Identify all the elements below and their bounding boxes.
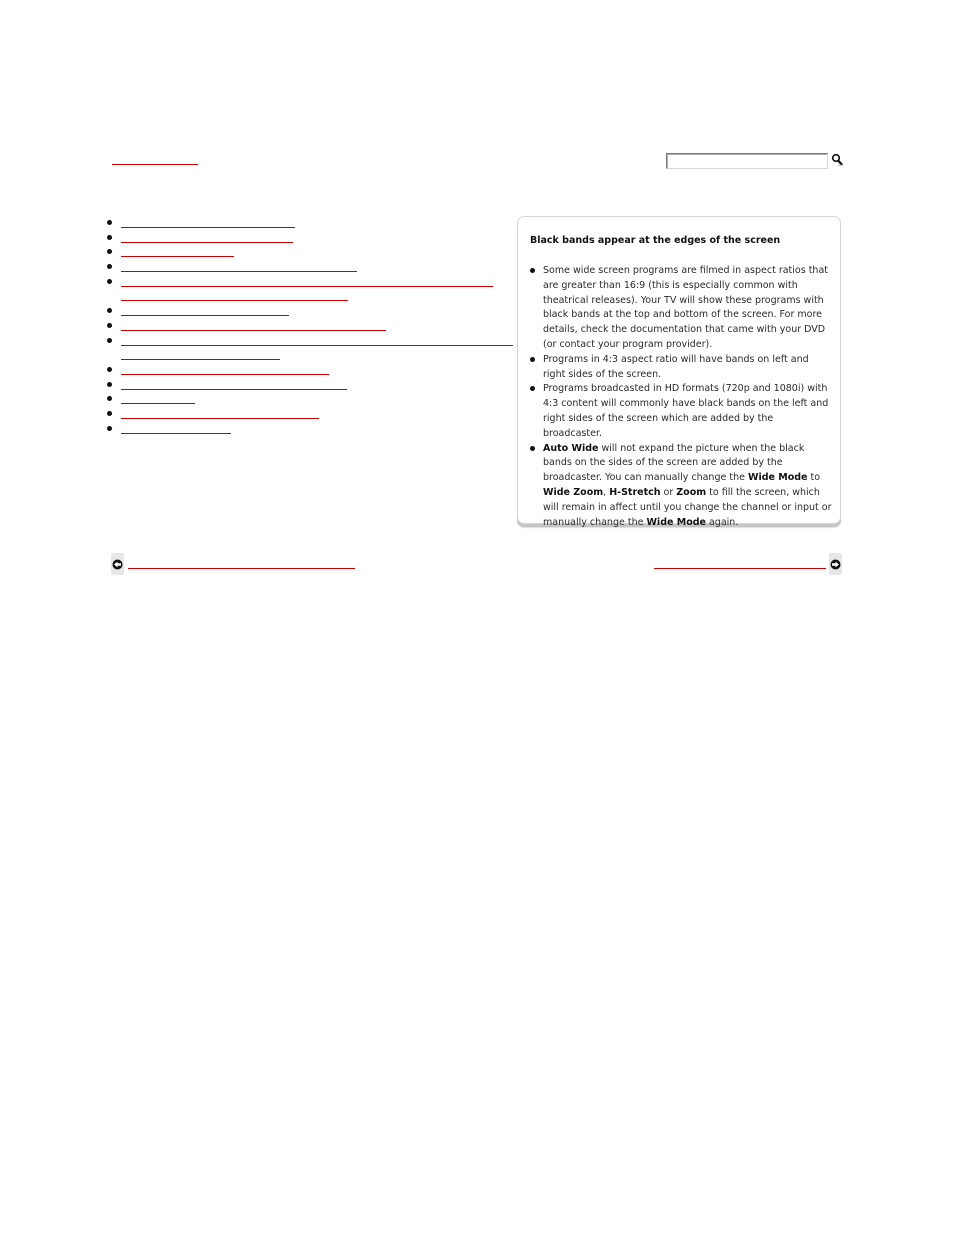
bullet-icon xyxy=(107,279,112,284)
info-panel xyxy=(517,216,841,528)
panel-text: Some wide screen programs are filmed in aspect ratios that are greater than 16:9 (this is especially common with theatrical releases). Your TV will show these programs with black bands at the top and bottom of the screen. For more details, check the documentation that came with your DVD (or contact your program provider). xyxy=(543,265,828,350)
topic-list-item xyxy=(106,275,526,304)
topic-link[interactable] xyxy=(121,260,357,272)
topic-link[interactable] xyxy=(121,407,319,419)
topic-list-item xyxy=(106,319,526,334)
topic-link[interactable] xyxy=(121,363,329,375)
panel-list-item xyxy=(528,264,833,353)
bullet-icon xyxy=(107,382,112,387)
panel-text: to xyxy=(807,472,821,484)
panel-text: will not expand the picture when the black bands on the sides of the screen are added by the broadcaster. You can manually change the xyxy=(543,442,805,484)
bullet-icon xyxy=(530,357,535,362)
panel-list-item xyxy=(528,353,833,383)
setting-name: H-Stretch xyxy=(609,486,661,498)
topic-link[interactable] xyxy=(121,245,234,257)
setting-name: Wide Mode xyxy=(747,472,808,484)
topic-list-item xyxy=(106,245,526,260)
panel-text: , xyxy=(603,486,610,498)
setting-name: Auto Wide xyxy=(543,442,599,454)
search-icon xyxy=(831,154,843,169)
bullet-icon xyxy=(530,446,535,451)
top-link[interactable] xyxy=(112,152,198,165)
topic-link[interactable] xyxy=(121,422,231,434)
setting-name: Zoom xyxy=(676,486,707,498)
topic-link[interactable] xyxy=(121,289,348,301)
next-page-link[interactable] xyxy=(654,558,826,569)
topic-link[interactable] xyxy=(121,378,347,390)
topic-link[interactable] xyxy=(121,319,386,331)
search-button[interactable] xyxy=(830,153,844,167)
panel-text: Programs in 4:3 aspect ratio will have bands on left and right sides of the screen. xyxy=(543,353,809,380)
bullet-icon xyxy=(107,367,112,372)
panel-text: again. xyxy=(705,516,739,528)
topic-list-item xyxy=(106,363,526,378)
panel-list-item xyxy=(528,382,833,441)
bullet-icon xyxy=(107,426,112,431)
bullet-icon xyxy=(107,249,112,254)
topic-list-item xyxy=(106,334,526,363)
search-box xyxy=(666,153,846,169)
prev-page-link[interactable] xyxy=(128,558,355,569)
topic-list-item xyxy=(106,407,526,422)
topic-link[interactable] xyxy=(121,304,289,316)
panel-list xyxy=(528,264,833,530)
panel-text: to fill the screen, which will remain in affect until you change the channel or input or manually change the xyxy=(543,486,832,528)
bullet-icon xyxy=(107,396,112,401)
panel-text: or xyxy=(660,486,677,498)
panel-list-item xyxy=(528,442,833,531)
bullet-icon xyxy=(107,338,112,343)
setting-name: Wide Zoom xyxy=(543,486,604,498)
topic-list-item xyxy=(106,231,526,246)
bullet-icon xyxy=(530,386,535,391)
bullet-icon xyxy=(107,323,112,328)
topic-link[interactable] xyxy=(121,231,293,243)
search-input[interactable] xyxy=(666,153,828,169)
topic-link[interactable] xyxy=(121,392,195,404)
topic-list-item xyxy=(106,304,526,319)
topic-list-item xyxy=(106,392,526,407)
topic-list-item xyxy=(106,216,526,231)
panel-title: Black bands appear at the edges of the screen xyxy=(530,235,781,246)
arrow-right-icon[interactable] xyxy=(829,553,842,575)
topic-link[interactable] xyxy=(121,275,493,287)
topic-list-item xyxy=(106,260,526,275)
bullet-icon xyxy=(107,308,112,313)
topic-list xyxy=(106,216,526,436)
bullet-icon xyxy=(107,235,112,240)
arrow-left-icon[interactable] xyxy=(111,553,124,575)
bullet-icon xyxy=(107,264,112,269)
panel-text: Programs broadcasted in HD formats (720p and 1080i) with 4:3 content will commonly have black bands on the left and right sides of the screen which are added by the broadcaster. xyxy=(543,383,829,439)
bullet-icon xyxy=(530,268,535,273)
bullet-icon xyxy=(107,220,112,225)
topic-link[interactable] xyxy=(121,348,280,360)
topic-list-item xyxy=(106,378,526,393)
setting-name: Wide Mode xyxy=(646,516,706,528)
topic-link[interactable] xyxy=(121,334,513,346)
topic-link[interactable] xyxy=(121,216,295,228)
bullet-icon xyxy=(107,411,112,416)
topic-list-item xyxy=(106,422,526,437)
